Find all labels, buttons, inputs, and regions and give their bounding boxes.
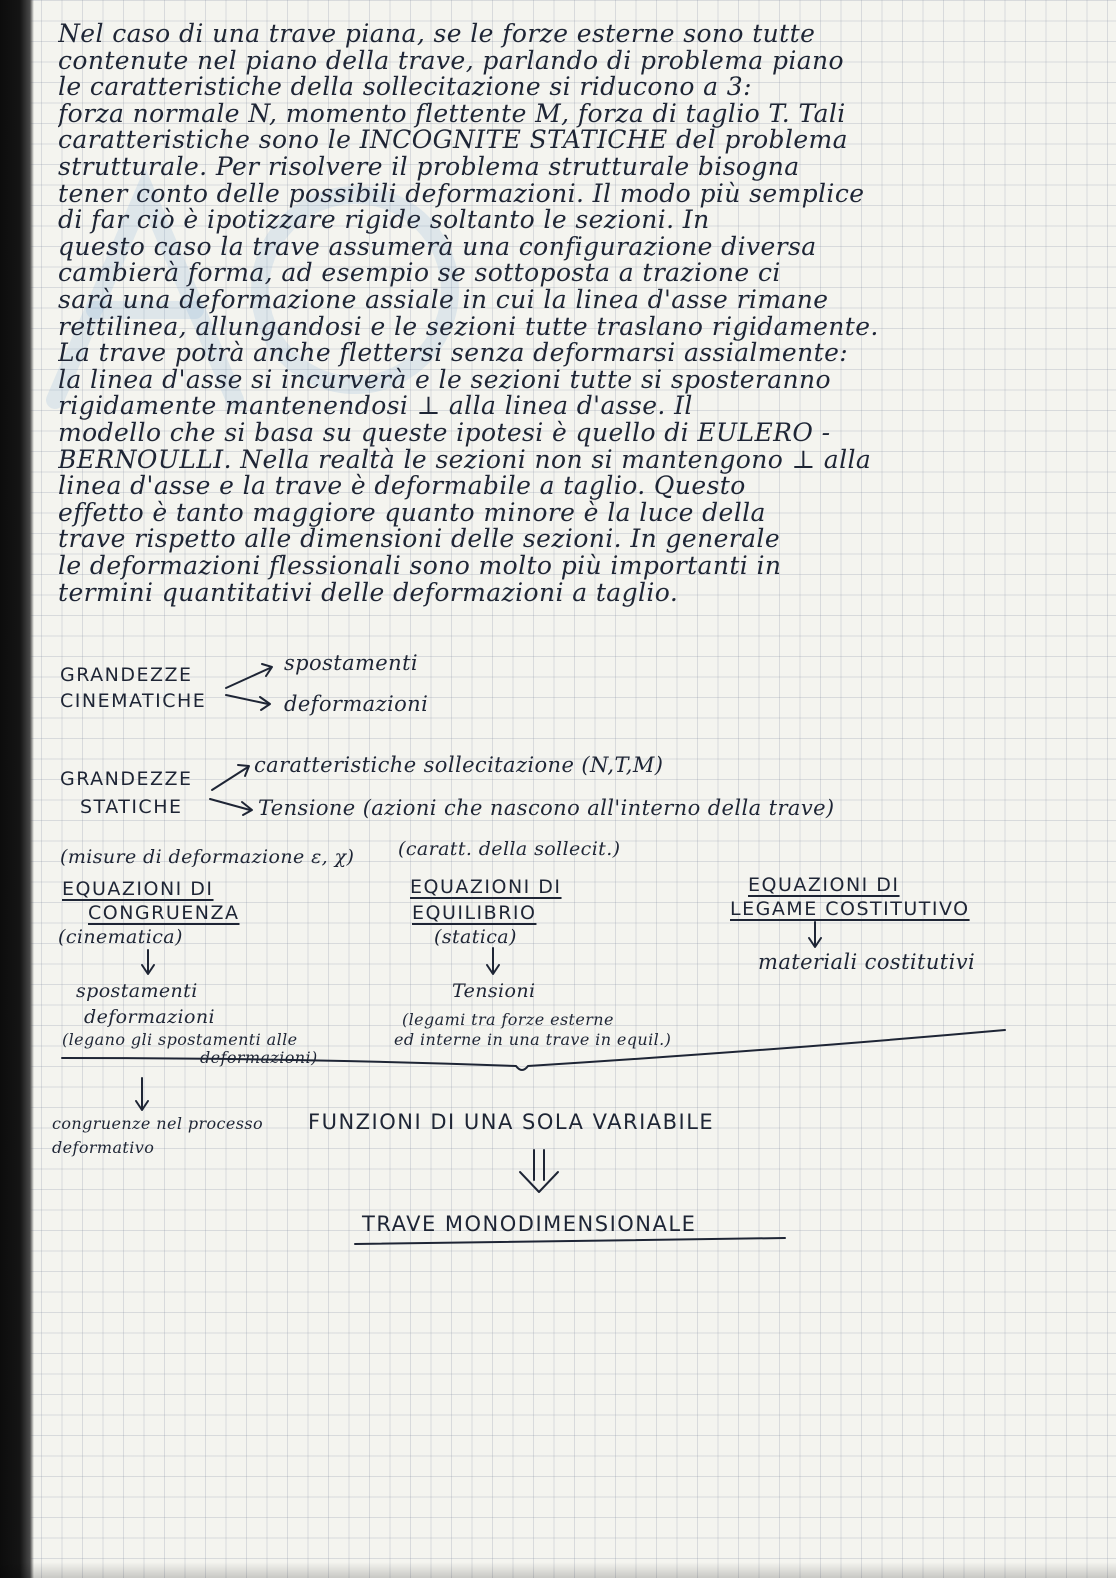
congruenza-result-1: spostamenti (76, 980, 198, 1002)
congruenza-detail-1: (legano gli spostamenti alle (62, 1030, 298, 1049)
congruenza-title-1: EQUAZIONI DI (62, 878, 214, 900)
congruenza-result-2: deformazioni (84, 1006, 215, 1028)
kinematic-label-2: CINEMATICHE (60, 690, 207, 712)
arrow-kinematic-up (226, 668, 270, 688)
paragraph-line: rigidamente mantenendosi ⊥ alla linea d'asse. Il (58, 392, 693, 421)
paragraph-line: modello che si basa su queste ipotesi è quello di EULERO - (58, 419, 831, 447)
functions-single-variable: FUNZIONI DI UNA SOLA VARIABILE (308, 1110, 715, 1134)
equilibrio-detail-1: (legami tra forze esterne (402, 1010, 614, 1029)
congruenza-note: (misure di deformazione ε, χ) (60, 846, 355, 868)
equilibrio-title-2: EQUILIBRIO (412, 902, 537, 924)
paragraph-line: le deformazioni flessionali sono molto più importanti in (58, 552, 782, 580)
legame-title-1: EQUAZIONI DI (748, 874, 900, 896)
congruence-process-note-1: congruenze nel processo (52, 1114, 264, 1133)
congruenza-detail-2: deformazioni) (200, 1048, 318, 1067)
legame-result-1: materiali costitutivi (758, 950, 976, 974)
kinematic-branch-top: spostamenti (284, 651, 419, 675)
paragraph-line: questo caso la trave assumerà una configurazione diversa (58, 232, 817, 261)
double-arrow-down (534, 1150, 544, 1180)
paragraph-line: linea d'asse e la trave è deformabile a taglio. Questo (58, 472, 746, 501)
paragraph-line: La trave potrà anche flettersi senza deformarsi assialmente: (58, 339, 849, 368)
page-bottom-shadow (0, 1562, 1116, 1578)
paragraph-line: strutturale. Per risolvere il problema strutturale bisogna (58, 153, 800, 181)
paragraph-line: effetto è tanto maggiore quanto minore è la luce della (58, 498, 766, 527)
equilibrio-title-1: EQUAZIONI DI (410, 876, 562, 898)
congruenza-title-2: CONGRUENZA (88, 902, 240, 924)
paragraph-line: contenute nel piano della trave, parlando di problema piano (58, 46, 845, 75)
paragraph-line: caratteristiche sono le INCOGNITE STATICHE del problema (58, 126, 848, 155)
congruence-process-note-2: deformativo (52, 1138, 155, 1157)
paragraph-line: Nel caso di una trave piana, se le forze esterne sono tutte (58, 20, 816, 48)
conclusion-title: TRAVE MONODIMENSIONALE (362, 1212, 697, 1236)
equilibrio-detail-2: ed interne in una trave in equil.) (394, 1030, 672, 1049)
legame-title-2: LEGAME COSTITUTIVO (730, 898, 970, 920)
paragraph-line: tener conto delle possibili deformazioni. Il modo più semplice (58, 179, 865, 208)
paragraph-line: rettilinea, allungandosi e le sezioni tutte traslano rigidamente. (58, 312, 879, 341)
equilibrio-subtitle: (statica) (434, 926, 517, 948)
paragraph-line: trave rispetto alle dimensioni delle sezioni. In generale (58, 525, 781, 554)
paragraph-line: cambierà forma, ad esempio se sottoposta a trazione ci (58, 259, 781, 288)
paragraph-line: forza normale N, momento flettente M, forza di taglio T. Tali (58, 99, 846, 128)
static-branch-bottom: Tensione (azioni che nascono all'interno della trave) (258, 796, 835, 820)
paragraph-line: termini quantitativi delle deformazioni a taglio. (58, 578, 679, 607)
kinematic-label-1: GRANDEZZE (60, 664, 193, 686)
paragraph-line: BERNOULLI. Nella realtà le sezioni non si mantengono ⊥ alla (58, 445, 872, 474)
paragraph-line: la linea d'asse si incurverà e le sezioni tutte si sposteranno (58, 365, 831, 394)
static-branch-top: caratteristiche sollecitazione (N,T,M) (254, 753, 664, 777)
conclusion-underline (355, 1238, 785, 1244)
arrow-static-up (212, 767, 248, 790)
arrow-kinematic-down (226, 695, 268, 704)
paragraph-line: di far ciò è ipotizzare rigide soltanto le sezioni. In (58, 206, 710, 235)
kinematic-branch-bottom: deformazioni (284, 692, 429, 716)
static-label-1: GRANDEZZE (60, 768, 193, 790)
paragraph-line: le caratteristiche della sollecitazione si riducono a 3: (58, 73, 752, 102)
equilibrio-note: (caratt. della sollecit.) (398, 838, 621, 860)
static-label-2: STATICHE (80, 796, 183, 818)
congruenza-subtitle: (cinematica) (58, 926, 183, 948)
paragraph-line: sarà una deformazione assiale in cui la linea d'asse rimane (58, 286, 829, 314)
equilibrio-result-1: Tensioni (452, 980, 536, 1002)
